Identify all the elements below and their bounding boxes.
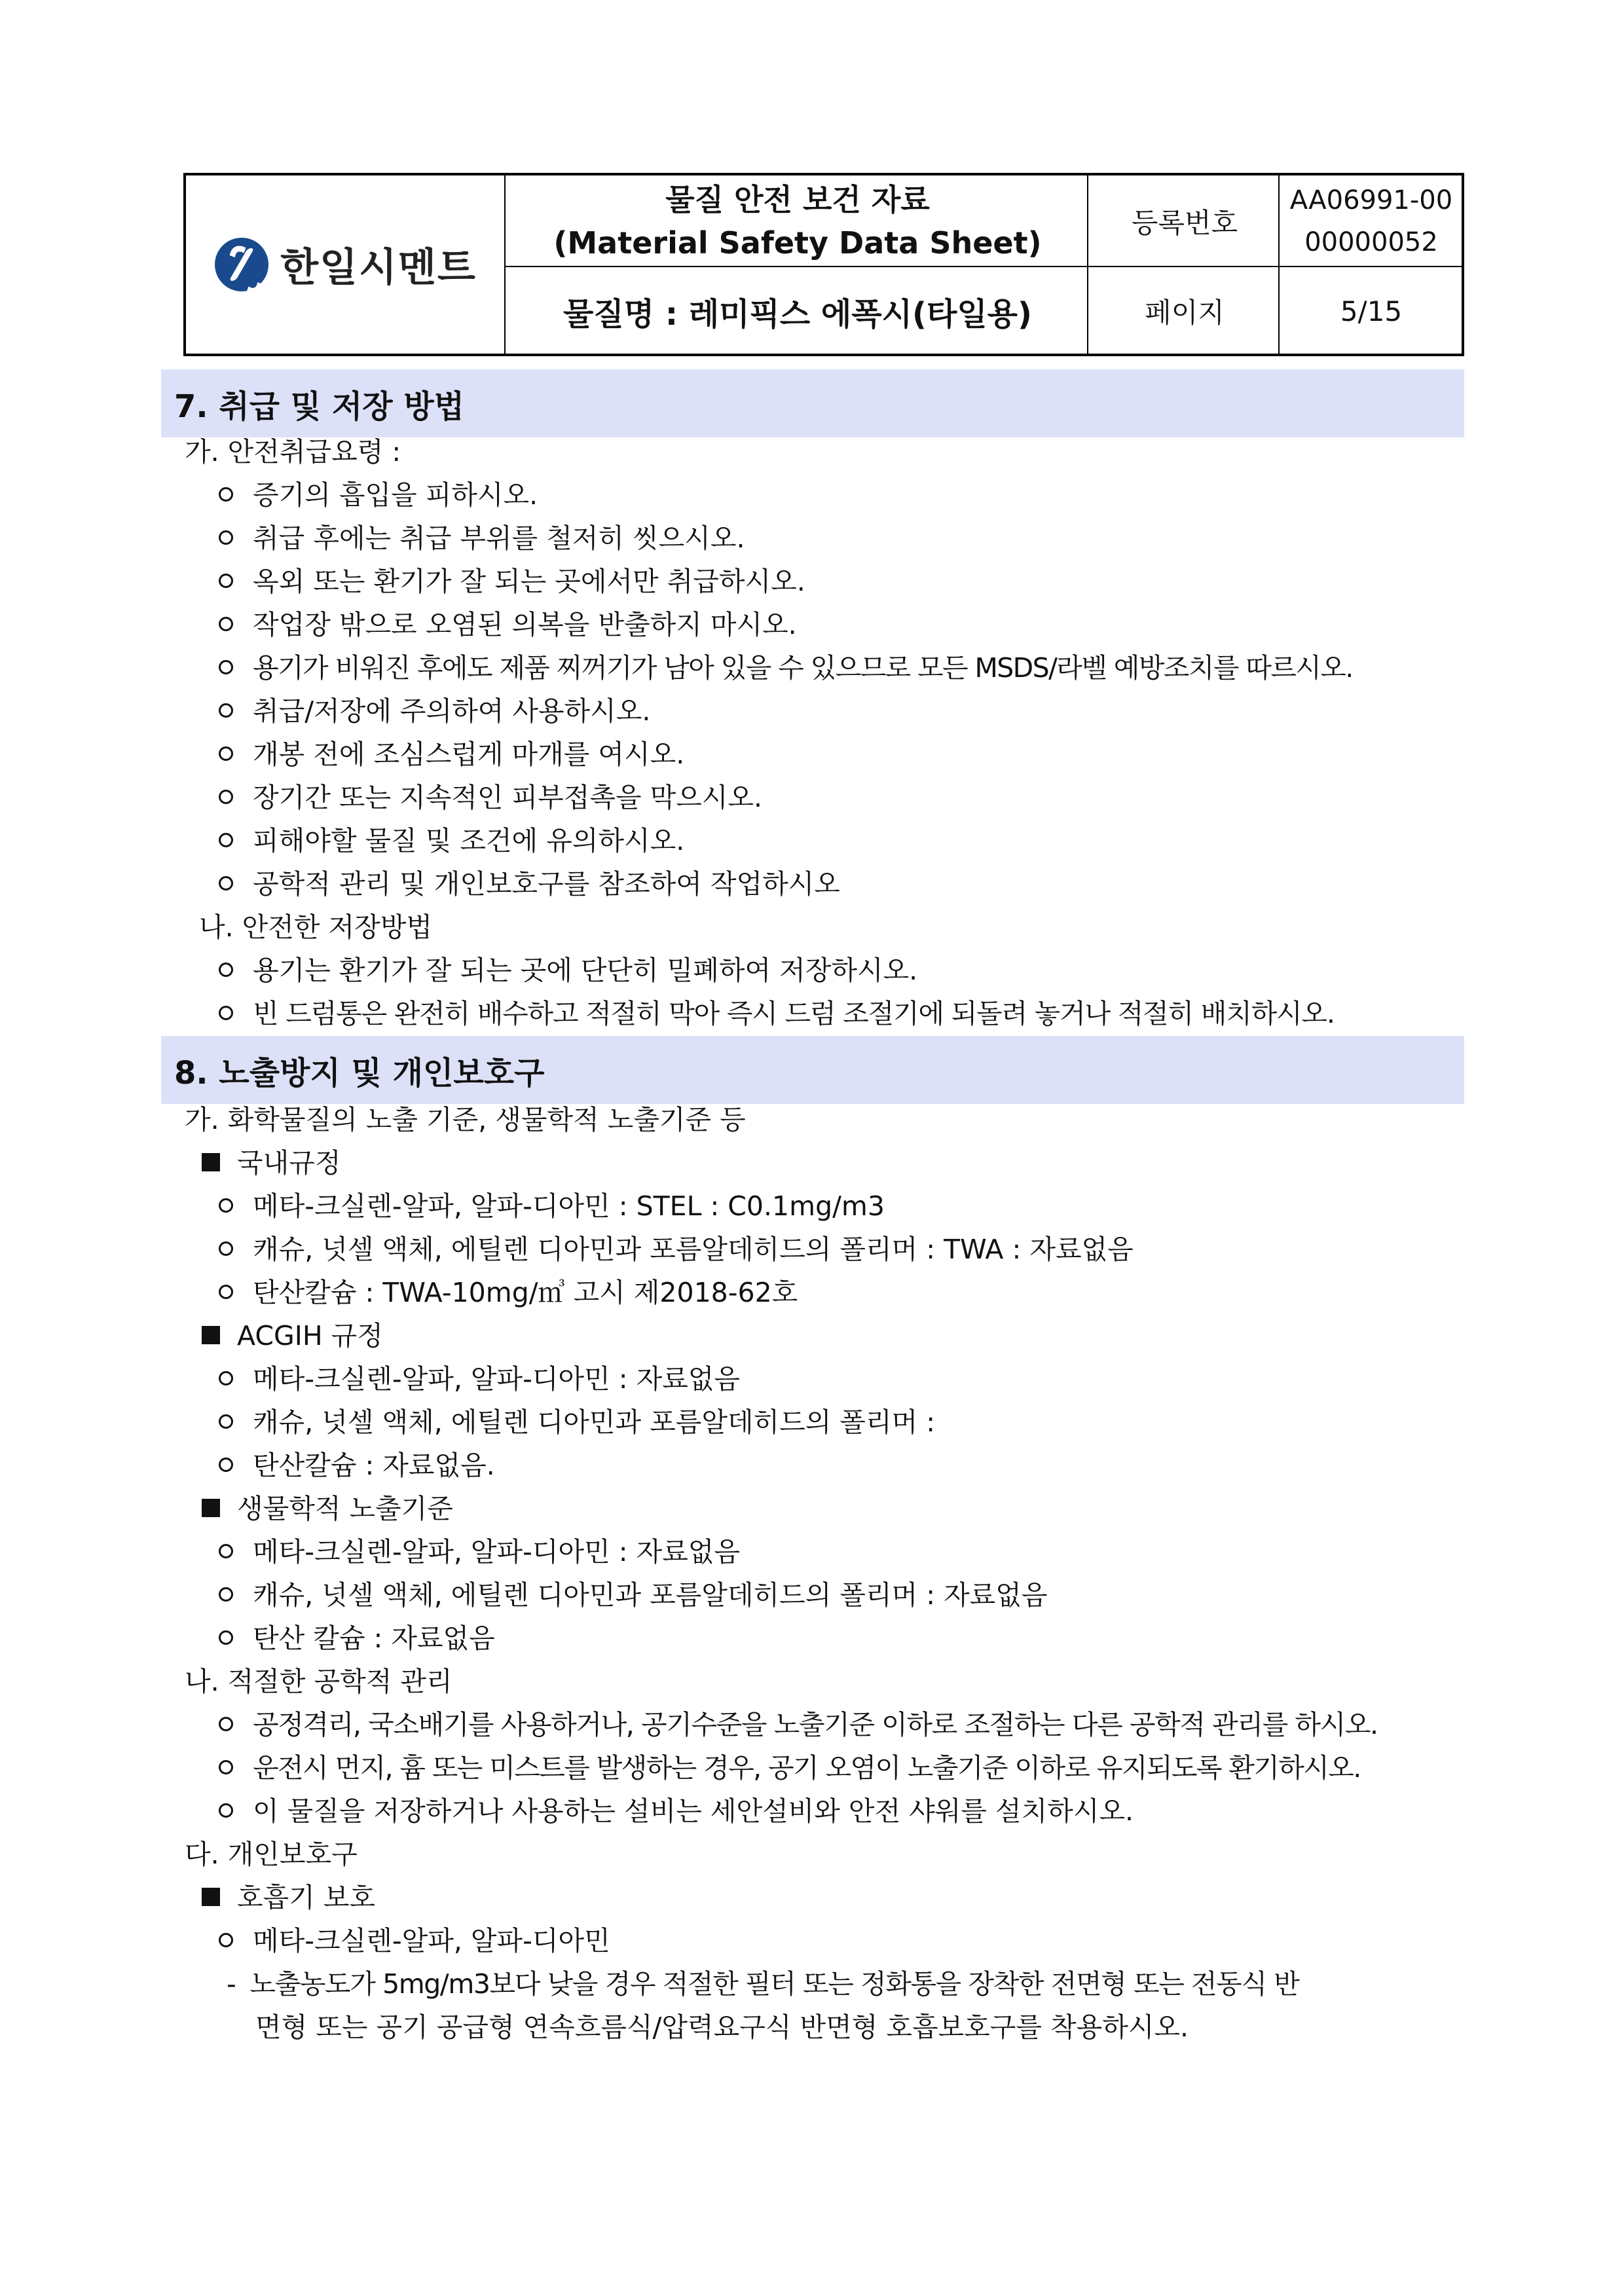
respiratory-label: 호흡기 보호 xyxy=(202,1879,375,1916)
bullet-icon xyxy=(219,1414,233,1429)
bullet-icon xyxy=(219,876,233,890)
bullet-icon xyxy=(219,1198,233,1213)
title-korean: 물질 안전 보건 자료 xyxy=(665,182,930,217)
list-item: 피해야할 물질 및 조건에 유의하시오. xyxy=(219,822,684,859)
list-item: 옥외 또는 환기가 잘 되는 곳에서만 취급하시오. xyxy=(219,563,805,600)
bullet-icon xyxy=(219,1544,233,1558)
bio-exposure-label: 생물학적 노출기준 xyxy=(202,1490,453,1527)
section-8-heading: 8. 노출방지 및 개인보호구 xyxy=(161,1036,1464,1104)
company-logo xyxy=(186,175,506,354)
section-8-subheading-a: 가. 화학물질의 노출 기준, 생물학적 노출기준 등 xyxy=(185,1104,746,1135)
list-item: 용기는 환기가 잘 되는 곳에 단단히 밀폐하여 저장하시오. xyxy=(219,952,917,989)
company-name: 한일시멘트 xyxy=(280,245,477,291)
bullet-icon xyxy=(219,1717,233,1731)
square-bullet-icon xyxy=(202,1326,220,1344)
page-number: 5/15 xyxy=(1340,295,1403,327)
bullet-icon xyxy=(219,1933,233,1947)
bullet-icon xyxy=(219,574,233,588)
bullet-icon xyxy=(219,1803,233,1818)
registration-number xyxy=(1281,175,1462,267)
product-name: 물질명 : 레미픽스 에폭시(타일용) xyxy=(563,295,1032,333)
bullet-icon xyxy=(219,617,233,631)
company-logo-icon xyxy=(215,238,268,291)
bullet-icon xyxy=(219,530,233,545)
list-item: 캐슈, 넛셀 액체, 에틸렌 디아민과 포름알데히드의 폴리머 : TWA : 자료없음 xyxy=(219,1231,1134,1268)
list-item: 메타-크실렌-알파, 알파-디아민 xyxy=(219,1922,610,1959)
bullet-icon xyxy=(219,963,233,977)
note-line: - 노출농도가 5mg/m3보다 낮을 경우 적절한 필터 또는 정화통을 장착한 전면형 또는 전동식 반 xyxy=(227,1966,1299,2002)
header-table xyxy=(183,173,1464,356)
bullet-icon xyxy=(219,703,233,718)
domestic-label: 국내규정 xyxy=(202,1145,341,1181)
bullet-icon xyxy=(219,1458,233,1472)
bullet-icon xyxy=(219,487,233,502)
registration-number-line-2: 00000052 xyxy=(1304,227,1438,257)
list-item: 용기가 비워진 후에도 제품 찌꺼기가 남아 있을 수 있으므로 모든 MSDS/라벨 예방조치를 따르시오. xyxy=(219,650,1353,686)
bullet-icon xyxy=(219,660,233,674)
list-item: 탄산칼슘 : 자료없음. xyxy=(219,1447,495,1484)
bullet-icon xyxy=(219,1241,233,1256)
bullet-icon xyxy=(219,746,233,761)
document-title xyxy=(507,175,1088,267)
list-item: 빈 드럼통은 완전히 배수하고 적절히 막아 즉시 드럼 조절기에 되돌려 놓거나 적절히 배치하시오. xyxy=(219,995,1335,1032)
section-7-subheading-b: 나. 안전한 저장방법 xyxy=(199,911,432,943)
list-item: 탄산칼슘 : TWA-10mg/㎥ 고시 제2018-62호 xyxy=(219,1274,798,1311)
list-item: 메타-크실렌-알파, 알파-디아민 : 자료없음 xyxy=(219,1533,740,1570)
bullet-icon xyxy=(219,1760,233,1774)
note-line-continued: 면형 또는 공기 공급형 연속흐름식/압력요구식 반면형 호흡보호구를 착용하시오. xyxy=(255,2011,1189,2043)
list-item: 취급 후에는 취급 부위를 철저히 씻으시오. xyxy=(219,520,745,557)
page-label: 페이지 xyxy=(1145,297,1225,329)
acgih-label: ACGIH 규정 xyxy=(202,1317,383,1354)
bullet-icon xyxy=(219,1630,233,1645)
bullet-icon xyxy=(219,833,233,847)
registration-label: 등록번호 xyxy=(1131,207,1238,239)
list-item: 캐슈, 넛셀 액체, 에틸렌 디아민과 포름알데히드의 폴리머 : 자료없음 xyxy=(219,1577,1048,1613)
section-8-subheading-c: 다. 개인보호구 xyxy=(185,1839,358,1870)
list-item: 캐슈, 넛셀 액체, 에틸렌 디아민과 포름알데히드의 폴리머 : xyxy=(219,1404,935,1441)
square-bullet-icon xyxy=(202,1499,220,1517)
square-bullet-icon xyxy=(202,1153,220,1171)
list-item: 공학적 관리 및 개인보호구를 참조하여 작업하시오 xyxy=(219,866,840,902)
square-bullet-icon xyxy=(202,1888,220,1906)
list-item: 작업장 밖으로 오염된 의복을 반출하지 마시오. xyxy=(219,606,797,643)
list-item: 탄산 칼슘 : 자료없음 xyxy=(219,1620,495,1657)
list-item: 메타-크실렌-알파, 알파-디아민 : 자료없음 xyxy=(219,1361,740,1397)
title-english: (Material Safety Data Sheet) xyxy=(553,225,1042,261)
list-item: 운전시 먼지, 흄 또는 미스트를 발생하는 경우, 공기 오염이 노출기준 이하로 유지되도록 환기하시오. xyxy=(219,1750,1361,1786)
bullet-icon xyxy=(219,790,233,804)
list-item: 메타-크실렌-알파, 알파-디아민 : STEL : C0.1mg/m3 xyxy=(219,1188,885,1224)
bullet-icon xyxy=(219,1371,233,1386)
registration-number-line-1: AA06991-00 xyxy=(1289,185,1453,215)
list-item: 공정격리, 국소배기를 사용하거나, 공기수준을 노출기준 이하로 조절하는 다른 공학적 관리를 하시오. xyxy=(219,1706,1378,1743)
section-7-subheading-a: 가. 안전취급요령 : xyxy=(185,436,401,468)
list-item: 장기간 또는 지속적인 피부접촉을 막으시오. xyxy=(219,779,762,816)
dash-icon: - xyxy=(227,1968,236,2000)
bullet-icon xyxy=(219,1587,233,1602)
section-7-heading: 7. 취급 및 저장 방법 xyxy=(161,369,1464,437)
list-item: 취급/저장에 주의하여 사용하시오. xyxy=(219,693,650,729)
bullet-icon xyxy=(219,1285,233,1299)
list-item: 개봉 전에 조심스럽게 마개를 여시오. xyxy=(219,736,684,773)
list-item: 이 물질을 저장하거나 사용하는 설비는 세안설비와 안전 샤워를 설치하시오. xyxy=(219,1793,1134,1829)
bullet-icon xyxy=(219,1006,233,1020)
section-8-subheading-b: 나. 적절한 공학적 관리 xyxy=(185,1666,452,1697)
list-item: 증기의 흡입을 피하시오. xyxy=(219,477,538,513)
